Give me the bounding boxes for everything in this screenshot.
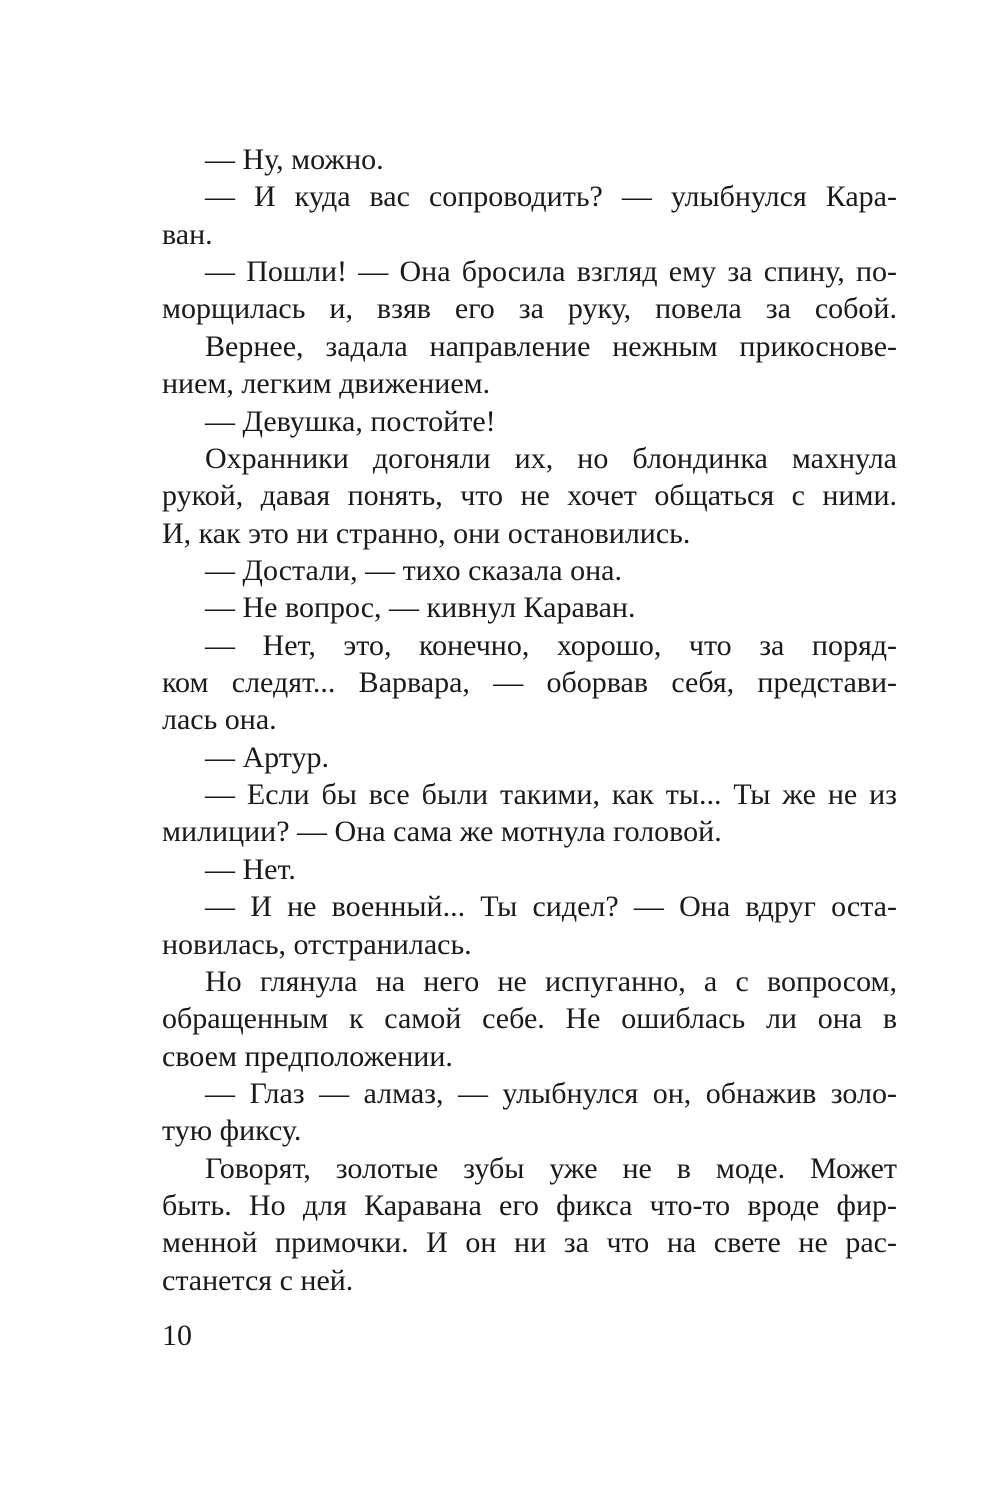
text-line: — Нет. xyxy=(205,852,296,886)
text-line: лась она. xyxy=(162,703,277,737)
text-line: милиции? — Она сама же мотнула головой. xyxy=(162,815,722,849)
text-line: — Пошли! — Она бросила взгляд ему за спину, по- xyxy=(205,255,897,289)
text-line: — И куда вас сопроводить? — улыбнулся Кара- xyxy=(205,180,897,214)
text-line: новилась, отстранилась. xyxy=(162,927,472,961)
text-line: — Нет, это, конечно, хорошо, что за поряд- xyxy=(205,628,897,662)
text-line: — Если бы все были такими, как ты... Ты же не из xyxy=(205,778,897,812)
text-line: рукой, давая понять, что не хочет общаться с ними. xyxy=(162,479,897,513)
text-line: ком следят... Варвара, — оборвав себя, представи- xyxy=(162,666,897,700)
text-line: Охранники догоняли их, но блондинка махнула xyxy=(205,441,897,475)
text-line: морщилась и, взяв его за руку, повела за собой. xyxy=(162,292,897,326)
text-line: — Ну, можно. xyxy=(205,143,384,176)
text-line: И, как это ни странно, они остановились. xyxy=(162,516,691,550)
text-line: — Глаз — алмаз, — улыбнулся он, обнажив золо- xyxy=(205,1076,897,1110)
page-number: 10 xyxy=(162,1319,192,1352)
text-line: своем предположении. xyxy=(162,1039,453,1073)
page-text xyxy=(162,141,897,1299)
text-line: нием, легким движением. xyxy=(162,367,491,401)
text-line: станется с ней. xyxy=(162,1263,354,1297)
text-line: ван. xyxy=(162,217,213,251)
text-line: — Девушка, постойте! xyxy=(205,404,496,438)
text-line: Но глянула на него не испуганно, а с вопросом, xyxy=(205,964,897,998)
text-line: — Артур. xyxy=(205,740,329,774)
text-line: быть. Но для Каравана его фикса что-то вроде фир- xyxy=(162,1189,897,1223)
text-line: обращенным к самой себе. Не ошиблась ли она в xyxy=(162,1002,897,1036)
text-line: менной примочки. И он ни за что на свете не рас- xyxy=(162,1226,897,1260)
text-line: — Не вопрос, — кивнул Караван. xyxy=(205,591,636,625)
text-line: Вернее, задала направление нежным прикоснове- xyxy=(205,329,897,363)
text-line: — И не военный... Ты сидел? — Она вдруг оста- xyxy=(205,890,897,924)
text-line: — Достали, — тихо сказала она. xyxy=(205,553,622,587)
text-line: Говорят, золотые зубы уже не в моде. Может xyxy=(205,1151,897,1185)
text-line: тую фиксу. xyxy=(162,1114,302,1148)
